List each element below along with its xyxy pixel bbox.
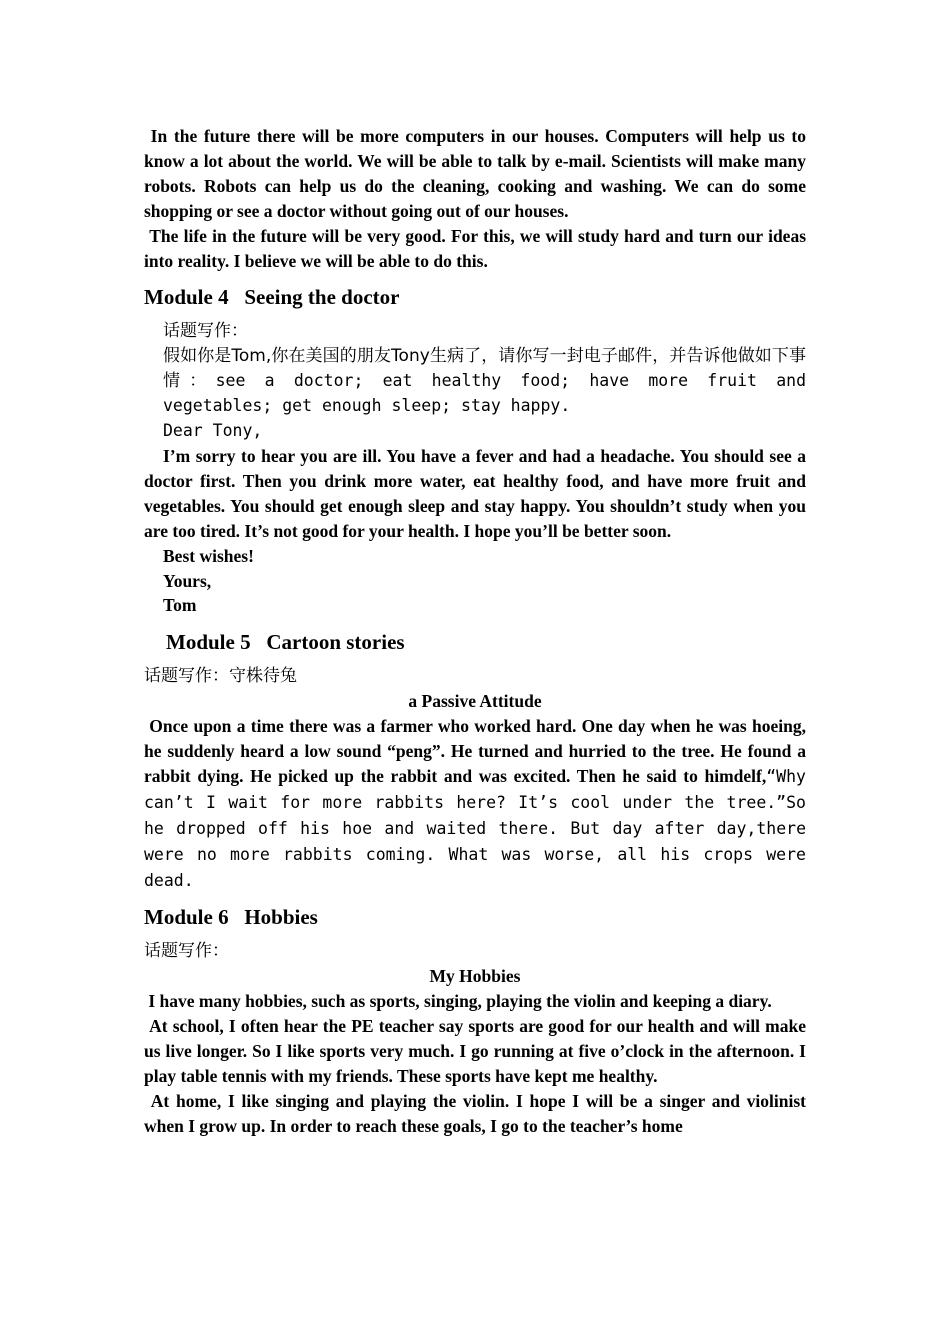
module-6-heading: Module 6 Hobbies [144,905,318,930]
module-4-task [144,344,806,419]
module-4-task-label: 话题写作： [163,321,248,342]
module-4-heading: Module 4 Seeing the doctor [144,285,400,310]
module-4-signature: Tom [163,595,197,616]
intro-paragraph-2: The life in the future will be very good. For this, we will study hard and turn our ideas into reality. I believe we will be able to do this. [144,225,811,271]
module-4-greeting: Dear Tony, [163,421,263,441]
module-6-paragraph-2: At school, I often hear the PE teacher say sports are good for our health and will make us live longer. So I like sports very much. I go running at five o’clock in the afternoon. I play table tennis with my friends. These sports have kept me healthy. [144,1016,811,1086]
module-5-story-quote: “Why can’t I wait for more rabbits here? It’s cool under the tree.” [144,766,816,812]
module-4-letter-body: I’m sorry to hear you are ill. You have a fever and had a headache. You should see a doctor first. Then you drink more water, eat healthy food, and have more fruit and vegetables. You should get enough sleep and stay happy. You shouldn’t study when you are too tired. It’s not good for your health. I hope you’ll be better soon. [144,445,806,541]
module-4-yours: Yours, [163,570,212,591]
module-5-story-bold: Once upon a time there was a farmer who worked hard. One day when he was hoeing, he suddenly heard a low sound “peng”. He turned and hurried to the tree. He found a rabbit dying. He picked up the rabbit and was excited. Then he said to himdelf, [144,716,811,786]
module-5-story [144,714,816,893]
intro-paragraph-1: In the future there will be more computers in our houses. Computers will help us to know a lot about the world. We will be able to talk by e-mail. Scientists will make many robots. Robots can help us do the cleaning, cooking and washing. We can do some shopping or see a doctor without going out of our houses. [144,126,811,221]
module-6-title: My Hobbies [429,966,521,987]
module-6-task-label: 话题写作： [144,941,229,962]
module-4-task-en: see a doctor; eat healthy food; have more fruit and vegetables; get enough sleep; stay happy. [163,371,806,416]
module-4-task-cn: 假如你是Tom,你在美国的朋友Tony生病了，请你写一封电子邮件，并告诉他做如下事情： [163,346,806,392]
module-5-title: a Passive Attitude [408,691,542,712]
module-6-paragraph-3: At home, I like singing and playing the violin. I hope I will be a singer and violinist when I grow up. In order to reach these goals, I go to the teacher’s home [144,1090,811,1136]
module-5-story-rest: So he dropped off his hoe and waited there. But day after day,there were no more rabbits coming. What was worse, all his crops were dead. [144,792,816,890]
module-6-paragraph-1: I have many hobbies, such as sports, singing, playing the violin and keeping a diary. [144,991,772,1012]
module-5-heading: Module 5 Cartoon stories [166,630,405,655]
document-page [144,124,816,1139]
module-4-closing: Best wishes! [163,545,254,566]
module-5-task-label: 话题写作：守株待兔 [144,666,297,687]
